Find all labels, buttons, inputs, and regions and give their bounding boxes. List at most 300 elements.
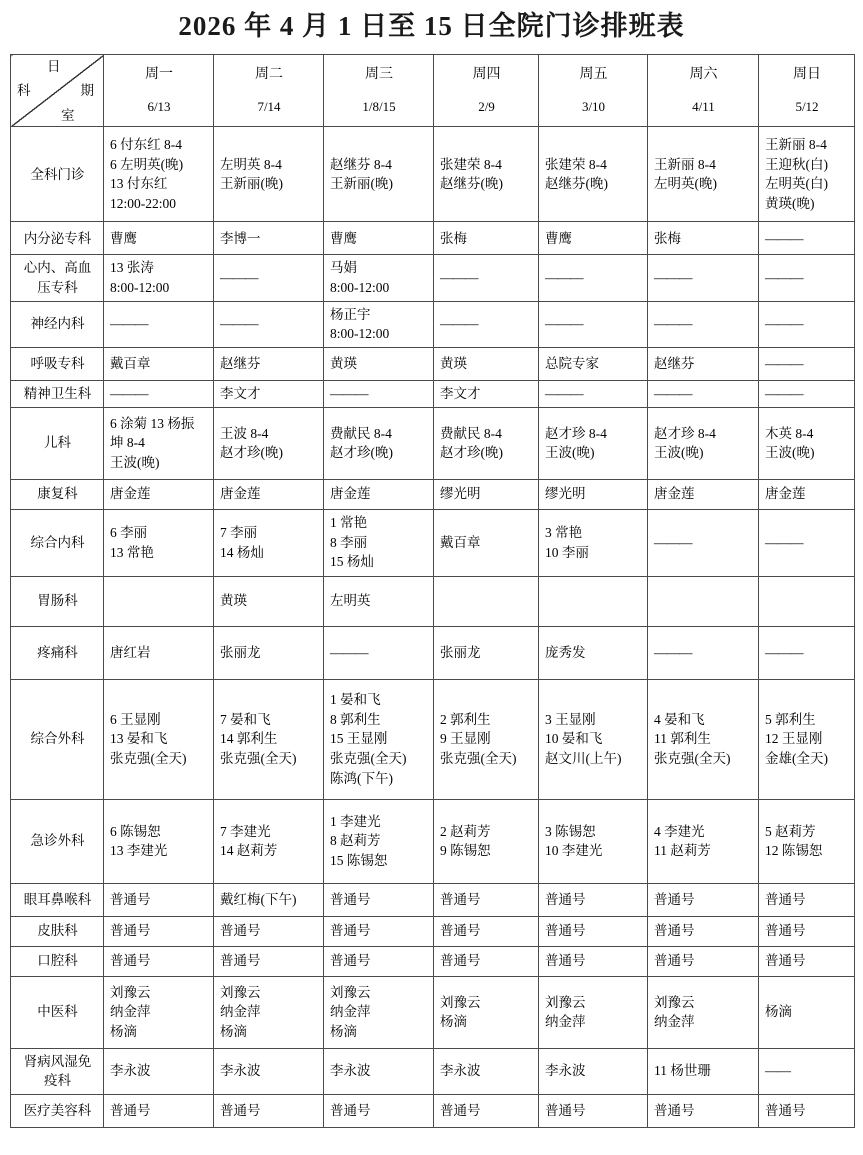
schedule-cell: [434, 509, 539, 576]
table-row: [11, 626, 855, 679]
schedule-cell: [324, 799, 434, 883]
schedule-cell: [759, 255, 855, 301]
table-header: [11, 55, 855, 127]
schedule-entry: 13 晏和飞: [110, 731, 168, 747]
schedule-cell: [324, 479, 434, 509]
schedule-cell: [759, 626, 855, 679]
department-name-cell: 精神卫生科: [11, 380, 104, 407]
schedule-cell: [214, 883, 324, 916]
schedule-entry: ———: [220, 270, 258, 286]
schedule-cell: [214, 1048, 324, 1094]
schedule-cell: [539, 883, 648, 916]
schedule-cell: [214, 127, 324, 222]
schedule-cell: [759, 407, 855, 479]
corner-label-date: 期: [80, 83, 94, 99]
department-name-cell: 全科门诊: [11, 127, 104, 222]
schedule-entry: 普通号: [440, 923, 481, 939]
schedule-entry: 普通号: [440, 1103, 481, 1119]
schedule-entry: 8:00-12:00: [330, 280, 390, 295]
schedule-entry: 纳金萍: [220, 1004, 261, 1020]
schedule-entry: 8:00-12:00: [110, 280, 170, 295]
schedule-entry: 曹鹰: [545, 230, 572, 246]
schedule-entry: 普通号: [330, 953, 371, 969]
schedule-cell: [214, 509, 324, 576]
schedule-entry: 纳金萍: [330, 1004, 371, 1020]
schedule-entry: 李永波: [220, 1063, 261, 1079]
schedule-cell: [324, 679, 434, 799]
schedule-entry: ———: [765, 270, 803, 286]
schedule-entry: 杨滴: [220, 1023, 247, 1039]
schedule-entry: ——: [765, 1063, 790, 1079]
schedule-cell: [434, 946, 539, 976]
schedule-cell: [759, 946, 855, 976]
schedule-entry: 11 杨世珊: [654, 1063, 711, 1079]
schedule-entry: 王波(晚): [545, 445, 595, 461]
schedule-cell: [759, 380, 855, 407]
schedule-cell: [648, 127, 759, 222]
schedule-cell: [434, 301, 539, 347]
department-name-cell: 疼痛科: [11, 626, 104, 679]
schedule-cell: [104, 946, 214, 976]
schedule-cell: [324, 1094, 434, 1127]
table-row: [11, 347, 855, 380]
date-label: 5/12: [795, 98, 819, 114]
schedule-entry: 11 赵莉芳: [654, 843, 711, 859]
schedule-cell: [648, 509, 759, 576]
schedule-cell: [759, 222, 855, 255]
schedule-entry: ———: [330, 644, 368, 660]
schedule-entry: 刘豫云: [220, 984, 261, 1000]
schedule-cell: [648, 255, 759, 301]
table-row: [11, 127, 855, 222]
schedule-cell: [759, 479, 855, 509]
schedule-entry: 刘豫云: [110, 984, 151, 1000]
schedule-entry: 15 杨灿: [330, 554, 374, 570]
schedule-cell: [214, 799, 324, 883]
table-row: [11, 255, 855, 301]
schedule-entry: 6 涂菊 13 杨振: [110, 415, 195, 431]
weekday-label: 周六: [689, 67, 718, 83]
schedule-entry: 金雄(全天): [765, 750, 828, 766]
schedule-entry: 曹鹰: [330, 230, 357, 246]
schedule-entry: 普通号: [440, 891, 481, 907]
schedule-cell: [648, 679, 759, 799]
schedule-cell: [434, 1094, 539, 1127]
table-row: [11, 1048, 855, 1094]
schedule-entry: 10 李丽: [545, 544, 589, 560]
schedule-entry: 赵继芬 8-4: [330, 156, 392, 172]
schedule-cell: [104, 127, 214, 222]
schedule-cell: [104, 301, 214, 347]
schedule-cell: [434, 407, 539, 479]
schedule-cell: [648, 946, 759, 976]
schedule-cell: [214, 222, 324, 255]
schedule-entry: ———: [654, 270, 692, 286]
schedule-cell: [539, 509, 648, 576]
schedule-cell: [104, 1094, 214, 1127]
schedule-entry: ———: [440, 270, 478, 286]
schedule-entry: 普通号: [545, 891, 586, 907]
department-name-cell: 皮肤科: [11, 916, 104, 946]
schedule-cell: [759, 799, 855, 883]
schedule-entry: 马娟: [330, 260, 357, 276]
schedule-cell: [759, 976, 855, 1048]
schedule-entry: 14 杨灿: [220, 544, 264, 560]
schedule-entry: 赵才珍(晚): [440, 445, 503, 461]
schedule-entry: 3 王显刚: [545, 711, 596, 727]
schedule-entry: 4 李建光: [654, 823, 705, 839]
department-name-cell: 胃肠科: [11, 576, 104, 626]
schedule-entry: 黄瑛: [440, 355, 467, 371]
schedule-cell: [434, 679, 539, 799]
schedule-entry: 普通号: [220, 923, 261, 939]
schedule-entry: 张克强(全天): [330, 750, 407, 766]
schedule-entry: 赵文川(上午): [545, 750, 622, 766]
schedule-entry: 13 张涛: [110, 260, 154, 276]
schedule-cell: [539, 127, 648, 222]
schedule-entry: 普通号: [110, 923, 151, 939]
schedule-entry: 9 陈锡恕: [440, 843, 491, 859]
schedule-cell: [539, 347, 648, 380]
date-label: 2/9: [478, 98, 495, 114]
schedule-cell: [104, 976, 214, 1048]
schedule-cell: [759, 509, 855, 576]
schedule-cell: [434, 1048, 539, 1094]
date-label: 7/14: [257, 98, 281, 114]
schedule-entry: 普通号: [440, 953, 481, 969]
schedule-table-container: [0, 54, 863, 1127]
schedule-entry: 张克强(全天): [110, 750, 187, 766]
schedule-cell: [648, 799, 759, 883]
schedule-entry: 12 王显刚: [765, 731, 823, 747]
schedule-cell: [214, 916, 324, 946]
schedule-entry: 3 常艳: [545, 525, 583, 541]
schedule-cell: [539, 799, 648, 883]
schedule-entry: 李永波: [545, 1063, 586, 1079]
schedule-entry: 费献民 8-4: [440, 425, 502, 441]
schedule-entry: 黄瑛: [220, 593, 247, 609]
schedule-entry: ———: [220, 316, 258, 332]
schedule-cell: [759, 916, 855, 946]
schedule-entry: 普通号: [110, 953, 151, 969]
schedule-entry: 左明英 8-4: [220, 156, 282, 172]
weekday-label: 周三: [365, 67, 393, 83]
table-row: [11, 301, 855, 347]
corner-header-cell: [11, 55, 104, 127]
schedule-cell: [759, 347, 855, 380]
schedule-cell: [214, 347, 324, 380]
schedule-entry: 6 付东红 8-4: [110, 137, 182, 153]
schedule-cell: [214, 380, 324, 407]
schedule-entry: 14 郭利生: [220, 731, 278, 747]
schedule-entry: 戴百章: [440, 534, 481, 550]
table-row: [11, 576, 855, 626]
schedule-entry: 李永波: [330, 1063, 371, 1079]
table-row: [11, 883, 855, 916]
schedule-cell: [104, 479, 214, 509]
schedule-entry: 唐金莲: [330, 486, 371, 502]
schedule-entry: 普通号: [545, 1103, 586, 1119]
schedule-cell: [648, 479, 759, 509]
schedule-entry: 张丽龙: [220, 644, 261, 660]
schedule-cell: [648, 626, 759, 679]
header-row: [11, 55, 855, 127]
schedule-entry: 7 李丽: [220, 525, 258, 541]
schedule-cell: [539, 916, 648, 946]
schedule-entry: 黄瑛: [330, 355, 357, 371]
schedule-entry: 李永波: [440, 1063, 481, 1079]
schedule-entry: 王波(晚): [765, 445, 815, 461]
schedule-cell: [324, 1048, 434, 1094]
schedule-entry: 赵继芬(晚): [440, 176, 503, 192]
schedule-entry: 普通号: [654, 1103, 695, 1119]
schedule-entry: 1 李建光: [330, 813, 381, 829]
weekday-label: 周四: [472, 67, 501, 83]
schedule-entry: 张克强(全天): [440, 750, 517, 766]
schedule-entry: 6 李丽: [110, 525, 148, 541]
department-name-cell: 康复科: [11, 479, 104, 509]
schedule-entry: 王新丽(晚): [330, 176, 393, 192]
schedule-cell: [648, 976, 759, 1048]
column-header-mon: [104, 55, 214, 127]
schedule-cell: [324, 301, 434, 347]
schedule-entry: 坤 8-4: [110, 435, 145, 451]
schedule-entry: 赵继芬(晚): [545, 176, 608, 192]
schedule-cell: [324, 222, 434, 255]
schedule-cell: [434, 255, 539, 301]
schedule-entry: 1 晏和飞: [330, 692, 381, 708]
schedule-entry: ———: [765, 316, 803, 332]
schedule-cell: [104, 626, 214, 679]
schedule-entry: 刘豫云: [330, 984, 371, 1000]
schedule-cell: [434, 347, 539, 380]
schedule-entry: 缪光明: [545, 486, 586, 502]
department-name-cell: 心内、高血 压专科: [11, 255, 104, 301]
table-row: [11, 380, 855, 407]
schedule-entry: 黄瑛(晚): [765, 196, 815, 211]
schedule-cell: [214, 976, 324, 1048]
department-name-cell: 口腔科: [11, 946, 104, 976]
schedule-cell: [104, 883, 214, 916]
schedule-entry: ———: [440, 316, 478, 332]
schedule-entry: 14 赵莉芳: [220, 843, 278, 859]
schedule-entry: 9 王显刚: [440, 731, 491, 747]
schedule-entry: 13 李建光: [110, 843, 168, 859]
schedule-entry: 王迎秋(白): [765, 156, 828, 172]
date-label: 4/11: [692, 98, 715, 114]
schedule-cell: [104, 1048, 214, 1094]
schedule-entry: 15 王显刚: [330, 731, 388, 747]
corner-label-dept: 科: [17, 83, 31, 99]
schedule-cell: [104, 255, 214, 301]
schedule-entry: 戴红梅(下午): [220, 891, 297, 907]
table-row: [11, 509, 855, 576]
schedule-entry: 纳金萍: [545, 1014, 586, 1030]
schedule-entry: 唐金莲: [654, 486, 695, 502]
schedule-cell: [104, 222, 214, 255]
schedule-cell: [434, 127, 539, 222]
weekday-label: 周二: [255, 67, 283, 83]
department-name-cell: 内分泌专科: [11, 222, 104, 255]
schedule-entry: 12 陈锡恕: [765, 843, 823, 859]
schedule-cell: [324, 946, 434, 976]
schedule-entry: 4 晏和飞: [654, 711, 705, 727]
schedule-cell: [324, 407, 434, 479]
date-label: 1/8/15: [362, 98, 396, 114]
schedule-entry: 王新丽 8-4: [765, 137, 827, 153]
schedule-cell: [214, 255, 324, 301]
schedule-entry: 8:00-12:00: [330, 326, 390, 342]
schedule-cell: [214, 1094, 324, 1127]
schedule-cell: [539, 679, 648, 799]
schedule-entry: 普通号: [545, 923, 586, 939]
schedule-entry: 15 陈锡恕: [330, 852, 388, 868]
schedule-cell: [539, 1094, 648, 1127]
schedule-entry: 普通号: [765, 1103, 806, 1119]
schedule-cell: [759, 576, 855, 626]
schedule-entry: 曹鹰: [110, 230, 137, 246]
schedule-entry: ———: [110, 316, 148, 332]
schedule-cell: [324, 509, 434, 576]
table-row: [11, 799, 855, 883]
schedule-entry: 唐金莲: [765, 486, 806, 502]
schedule-entry: 6 左明英(晚): [110, 156, 184, 172]
schedule-cell: [324, 976, 434, 1048]
schedule-entry: 13 常艳: [110, 544, 154, 560]
schedule-entry: 8 赵莉芳: [330, 833, 381, 849]
schedule-entry: ———: [765, 230, 803, 246]
department-name-cell: 综合外科: [11, 679, 104, 799]
schedule-entry: 唐金莲: [220, 486, 261, 502]
schedule-entry: 张梅: [440, 230, 467, 246]
schedule-entry: 李博一: [220, 230, 261, 246]
schedule-entry: 普通号: [765, 953, 806, 969]
schedule-entry: 总院专家: [545, 355, 599, 371]
outpatient-schedule-table: [10, 54, 855, 1127]
table-row: [11, 407, 855, 479]
schedule-entry: 6 王显刚: [110, 711, 161, 727]
schedule-entry: 陈鸿(下午): [330, 770, 393, 786]
schedule-cell: [539, 222, 648, 255]
schedule-entry: 赵才珍(晚): [220, 445, 283, 461]
schedule-entry: 普通号: [330, 891, 371, 907]
schedule-entry: 普通号: [110, 1103, 151, 1119]
schedule-entry: 左明英(白): [765, 176, 828, 192]
schedule-entry: ———: [330, 385, 368, 401]
schedule-entry: 刘豫云: [440, 994, 481, 1010]
schedule-entry: 赵才珍 8-4: [654, 425, 716, 441]
schedule-entry: 赵继芬: [654, 355, 695, 371]
schedule-cell: [324, 255, 434, 301]
schedule-entry: 5 郭利生: [765, 711, 816, 727]
department-name-cell: 眼耳鼻喉科: [11, 883, 104, 916]
schedule-cell: [214, 576, 324, 626]
schedule-cell: [539, 407, 648, 479]
table-row: [11, 976, 855, 1048]
schedule-entry: 木英 8-4: [765, 425, 814, 441]
table-row: [11, 916, 855, 946]
schedule-cell: [324, 347, 434, 380]
schedule-cell: [324, 883, 434, 916]
schedule-cell: [434, 380, 539, 407]
schedule-entry: 普通号: [765, 891, 806, 907]
schedule-cell: [104, 380, 214, 407]
schedule-cell: [324, 127, 434, 222]
schedule-entry: ———: [765, 385, 803, 401]
schedule-entry: 普通号: [545, 953, 586, 969]
schedule-entry: 缪光明: [440, 486, 481, 502]
schedule-entry: 戴百章: [110, 355, 151, 371]
schedule-entry: 普通号: [654, 891, 695, 907]
schedule-entry: 李永波: [110, 1063, 151, 1079]
schedule-cell: [214, 626, 324, 679]
schedule-entry: 纳金萍: [654, 1014, 695, 1030]
schedule-entry: ———: [110, 385, 148, 401]
schedule-cell: [539, 576, 648, 626]
schedule-entry: ———: [545, 270, 583, 286]
schedule-cell: [648, 222, 759, 255]
schedule-cell: [539, 255, 648, 301]
schedule-cell: [434, 916, 539, 946]
schedule-cell: [648, 407, 759, 479]
column-header-wed: [324, 55, 434, 127]
schedule-cell: [539, 946, 648, 976]
schedule-entry: 纳金萍: [110, 1004, 151, 1020]
schedule-cell: [759, 301, 855, 347]
department-name-cell: 急诊外科: [11, 799, 104, 883]
schedule-entry: 普通号: [220, 953, 261, 969]
schedule-entry: 杨滴: [110, 1023, 137, 1039]
department-name-cell: 神经内科: [11, 301, 104, 347]
schedule-entry: ———: [545, 385, 583, 401]
schedule-entry: 普通号: [330, 923, 371, 939]
schedule-entry: 8 李丽: [330, 534, 368, 550]
date-label: 3/10: [581, 98, 606, 114]
schedule-cell: [214, 946, 324, 976]
schedule-entry: 庞秀发: [545, 644, 586, 660]
page-title: 2026 年 4 月 1 日至 15 日全院门诊排班表: [178, 11, 685, 41]
schedule-cell: [104, 679, 214, 799]
schedule-cell: [104, 799, 214, 883]
schedule-entry: 张克强(全天): [654, 750, 731, 766]
schedule-entry: 1 常艳: [330, 515, 368, 531]
schedule-entry: 普通号: [765, 923, 806, 939]
schedule-cell: [214, 479, 324, 509]
schedule-cell: [434, 799, 539, 883]
schedule-cell: [648, 380, 759, 407]
schedule-entry: 5 赵莉芳: [765, 823, 816, 839]
schedule-entry: 杨滴: [765, 1004, 792, 1020]
department-name-cell: 儿科: [11, 407, 104, 479]
schedule-entry: 唐红岩: [110, 644, 151, 660]
schedule-cell: [759, 679, 855, 799]
schedule-cell: [434, 479, 539, 509]
schedule-cell: [104, 509, 214, 576]
schedule-cell: [759, 1048, 855, 1094]
department-name-cell: 肾病风湿免 疫科: [11, 1048, 104, 1094]
schedule-cell: [104, 576, 214, 626]
schedule-cell: [539, 626, 648, 679]
schedule-cell: [104, 916, 214, 946]
schedule-entry: 王波(晚): [654, 445, 704, 461]
schedule-entry: 刘豫云: [654, 994, 695, 1010]
department-name-cell: 中医科: [11, 976, 104, 1048]
schedule-cell: [648, 916, 759, 946]
schedule-entry: 王波 8-4: [220, 425, 269, 441]
schedule-cell: [214, 301, 324, 347]
table-row: [11, 946, 855, 976]
schedule-cell: [434, 626, 539, 679]
